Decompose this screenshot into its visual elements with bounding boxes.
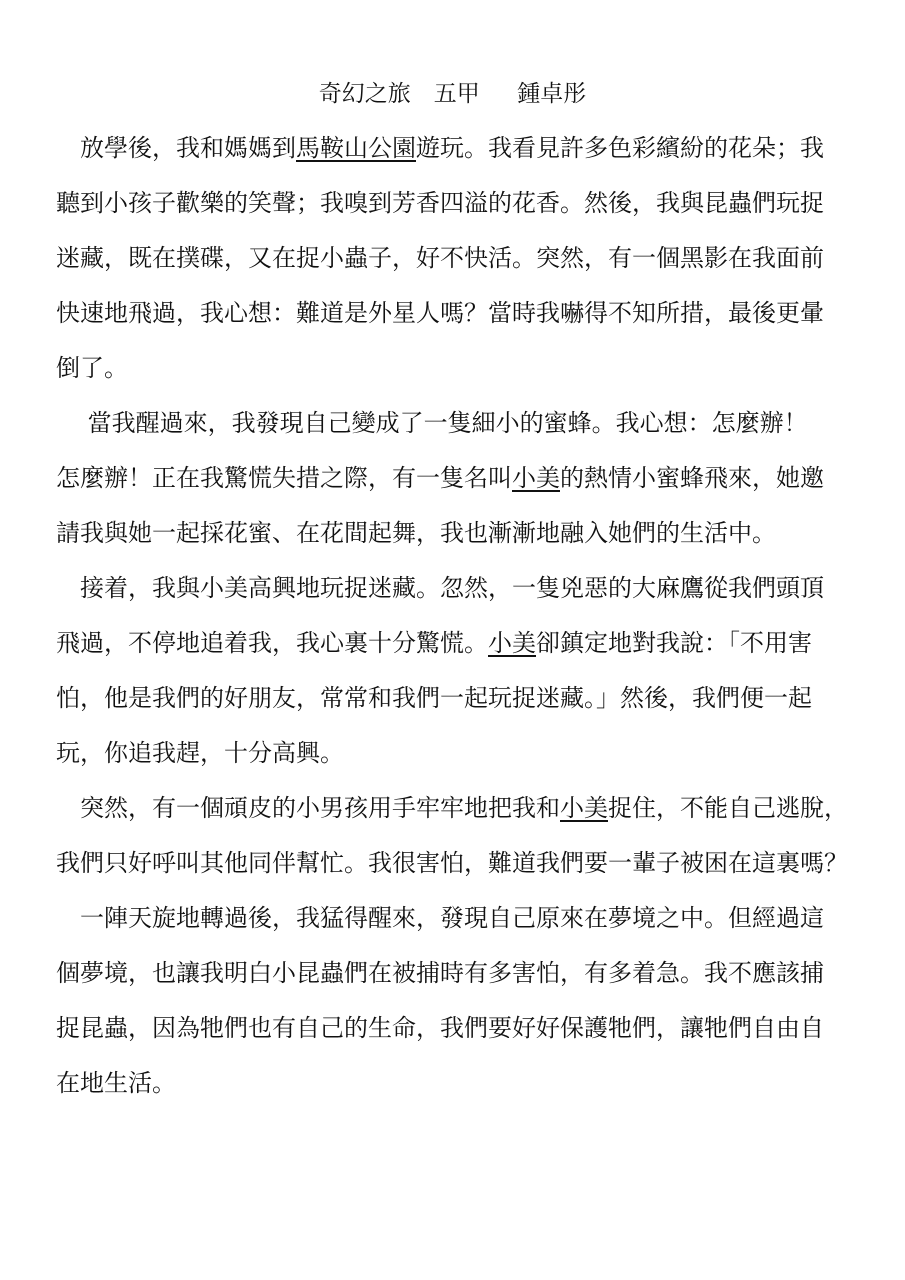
underlined-name: 小美 bbox=[488, 629, 536, 657]
underlined-place-name: 馬鞍山公園 bbox=[296, 134, 416, 162]
text-line: 個夢境，也讓我明白小昆蟲們在被捕時有多害怕，有多着急。我不應該捕 bbox=[56, 959, 824, 987]
text-line: 迷藏，既在撲碟，又在捉小蟲子，好不快活。突然，有一個黑影在我面前 bbox=[56, 244, 824, 272]
text-line: 聽到小孩子歡樂的笑聲；我嗅到芳香四溢的花香。然後，我與昆蟲們玩捉 bbox=[56, 189, 824, 217]
text-line: 倒了。 bbox=[56, 354, 128, 382]
text-line: 在地生活。 bbox=[56, 1069, 176, 1097]
text-line: 怎麼辦！正在我驚慌失措之際，有一隻名叫小美的熱情小蜜蜂飛來，她邀 bbox=[56, 464, 824, 492]
text-line: 我們只好呼叫其他同伴幫忙。我很害怕，難道我們要一輩子被困在這裏嗎？ bbox=[56, 849, 848, 877]
text-line: 怕，他是我們的好朋友，常常和我們一起玩捉迷藏。」然後，我們便一起 bbox=[56, 684, 812, 712]
text-line: 當我醒過來，我發現自己變成了一隻細小的蜜蜂。我心想：怎麼辦！ bbox=[56, 409, 808, 437]
text-line: 請我與她一起採花蜜、在花間起舞，我也漸漸地融入她們的生活中。 bbox=[56, 519, 776, 547]
underlined-name: 小美 bbox=[560, 794, 608, 822]
underlined-name: 小美 bbox=[512, 464, 560, 492]
text-line: 突然，有一個頑皮的小男孩用手牢牢地把我和小美捉住，不能自己逃脫， bbox=[56, 794, 848, 822]
text-line: 放學後，我和媽媽到馬鞍山公園遊玩。我看見許多色彩繽紛的花朵；我 bbox=[56, 134, 824, 162]
text-line: 快速地飛過，我心想：難道是外星人嗎？當時我嚇得不知所措，最後更暈 bbox=[56, 299, 824, 327]
text-line: 一陣天旋地轉過後，我猛得醒來，發現自己原來在夢境之中。但經過這 bbox=[56, 904, 824, 932]
text-line: 玩，你追我趕，十分高興。 bbox=[56, 739, 344, 767]
text-line: 接着，我與小美高興地玩捉迷藏。忽然，一隻兇惡的大麻鷹從我們頭頂 bbox=[56, 574, 824, 602]
text-line: 飛過，不停地追着我，我心裏十分驚慌。小美卻鎮定地對我說：「不用害 bbox=[56, 629, 812, 657]
essay-title: 奇幻之旅 五甲 鍾卓彤 bbox=[318, 81, 587, 107]
text-line: 捉昆蟲，因為牠們也有自己的生命，我們要好好保護牠們，讓牠們自由自 bbox=[56, 1014, 824, 1042]
